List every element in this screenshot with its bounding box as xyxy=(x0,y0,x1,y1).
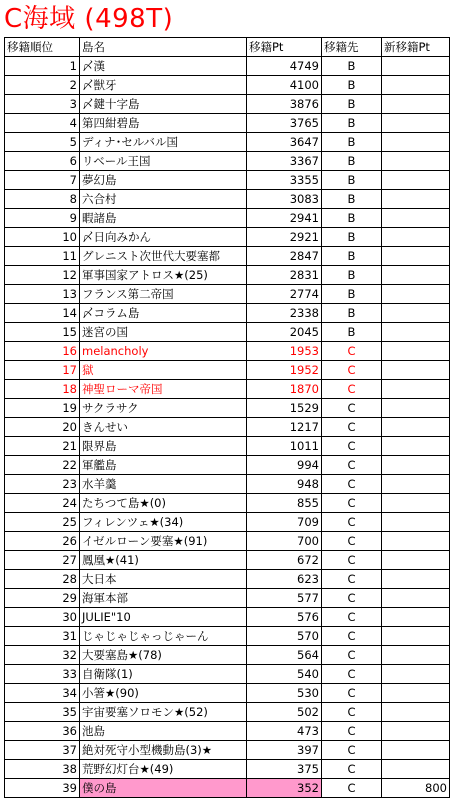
cell-name: たちつて島★(0) xyxy=(80,494,247,513)
cell-pt: 4749 xyxy=(247,57,322,76)
cell-name: 限界島 xyxy=(80,437,247,456)
table-row xyxy=(5,551,450,570)
cell-rank: 28 xyxy=(5,570,80,589)
cell-name: JULIE"10 xyxy=(80,608,247,627)
cell-dest: B xyxy=(322,304,382,323)
col-header-dest: 移籍先 xyxy=(322,38,382,57)
cell-name: 宇宙要塞ソロモン★(52) xyxy=(80,703,247,722)
col-header-name: 島名 xyxy=(80,38,247,57)
cell-rank: 9 xyxy=(5,209,80,228)
cell-name: 〆獣牙 xyxy=(80,76,247,95)
cell-pt: 2338 xyxy=(247,304,322,323)
cell-new-pt xyxy=(382,646,450,665)
table-row xyxy=(5,665,450,684)
cell-name: 僕の島 xyxy=(80,779,247,798)
table-row xyxy=(5,209,450,228)
cell-dest: B xyxy=(322,247,382,266)
cell-rank: 11 xyxy=(5,247,80,266)
cell-name: 小箸★(90) xyxy=(80,684,247,703)
cell-name: 大日本 xyxy=(80,570,247,589)
table-row xyxy=(5,95,450,114)
cell-pt: 2847 xyxy=(247,247,322,266)
cell-dest: B xyxy=(322,114,382,133)
cell-new-pt xyxy=(382,171,450,190)
cell-rank: 1 xyxy=(5,57,80,76)
cell-pt: 855 xyxy=(247,494,322,513)
ranking-table xyxy=(4,37,450,798)
cell-pt: 1953 xyxy=(247,342,322,361)
table-row xyxy=(5,380,450,399)
cell-pt: 672 xyxy=(247,551,322,570)
cell-new-pt xyxy=(382,589,450,608)
cell-rank: 23 xyxy=(5,475,80,494)
table-row xyxy=(5,285,450,304)
cell-new-pt xyxy=(382,133,450,152)
cell-rank: 33 xyxy=(5,665,80,684)
cell-pt: 3876 xyxy=(247,95,322,114)
cell-name: じゃじゃじゃっじゃーん xyxy=(80,627,247,646)
cell-new-pt xyxy=(382,266,450,285)
cell-rank: 32 xyxy=(5,646,80,665)
table-row xyxy=(5,779,450,798)
cell-rank: 19 xyxy=(5,399,80,418)
cell-new-pt xyxy=(382,342,450,361)
table-row xyxy=(5,57,450,76)
cell-name: 大要塞島★(78) xyxy=(80,646,247,665)
table-row xyxy=(5,608,450,627)
cell-pt: 576 xyxy=(247,608,322,627)
cell-pt: 4100 xyxy=(247,76,322,95)
cell-name: フランス第二帝国 xyxy=(80,285,247,304)
cell-new-pt xyxy=(382,684,450,703)
cell-pt: 1217 xyxy=(247,418,322,437)
cell-rank: 5 xyxy=(5,133,80,152)
cell-new-pt xyxy=(382,114,450,133)
cell-dest: C xyxy=(322,741,382,760)
cell-dest: C xyxy=(322,494,382,513)
cell-new-pt xyxy=(382,570,450,589)
cell-pt: 2921 xyxy=(247,228,322,247)
table-row xyxy=(5,760,450,779)
cell-new-pt xyxy=(382,532,450,551)
cell-new-pt xyxy=(382,152,450,171)
cell-name: 〆日向みかん xyxy=(80,228,247,247)
cell-pt: 3647 xyxy=(247,133,322,152)
cell-rank: 35 xyxy=(5,703,80,722)
cell-dest: C xyxy=(322,475,382,494)
table-row xyxy=(5,247,450,266)
cell-pt: 623 xyxy=(247,570,322,589)
cell-dest: B xyxy=(322,266,382,285)
table-row xyxy=(5,570,450,589)
cell-dest: C xyxy=(322,437,382,456)
cell-pt: 502 xyxy=(247,703,322,722)
cell-rank: 22 xyxy=(5,456,80,475)
cell-pt: 3355 xyxy=(247,171,322,190)
cell-rank: 37 xyxy=(5,741,80,760)
cell-new-pt xyxy=(382,551,450,570)
cell-rank: 31 xyxy=(5,627,80,646)
cell-rank: 24 xyxy=(5,494,80,513)
cell-new-pt xyxy=(382,608,450,627)
cell-dest: C xyxy=(322,665,382,684)
cell-name: リベール王国 xyxy=(80,152,247,171)
cell-pt: 994 xyxy=(247,456,322,475)
cell-pt: 2774 xyxy=(247,285,322,304)
cell-rank: 14 xyxy=(5,304,80,323)
table-row xyxy=(5,494,450,513)
cell-dest: C xyxy=(322,456,382,475)
cell-pt: 2045 xyxy=(247,323,322,342)
table-row xyxy=(5,266,450,285)
cell-name: サクラサク xyxy=(80,399,247,418)
sheet-title: C海域 (498T) xyxy=(4,4,174,34)
cell-name: グレニスト次世代大要塞都 xyxy=(80,247,247,266)
cell-rank: 4 xyxy=(5,114,80,133)
cell-rank: 12 xyxy=(5,266,80,285)
table-row xyxy=(5,475,450,494)
cell-dest: C xyxy=(322,684,382,703)
cell-dest: B xyxy=(322,57,382,76)
cell-dest: C xyxy=(322,570,382,589)
cell-new-pt xyxy=(382,665,450,684)
cell-pt: 530 xyxy=(247,684,322,703)
cell-pt: 352 xyxy=(247,779,322,798)
cell-rank: 20 xyxy=(5,418,80,437)
cell-name: 獄 xyxy=(80,361,247,380)
cell-pt: 564 xyxy=(247,646,322,665)
table-row xyxy=(5,532,450,551)
cell-new-pt xyxy=(382,722,450,741)
cell-pt: 3367 xyxy=(247,152,322,171)
table-row xyxy=(5,323,450,342)
cell-name: 水羊羹 xyxy=(80,475,247,494)
cell-name: 池島 xyxy=(80,722,247,741)
cell-rank: 27 xyxy=(5,551,80,570)
cell-pt: 3083 xyxy=(247,190,322,209)
cell-name: melancholy xyxy=(80,342,247,361)
cell-dest: B xyxy=(322,209,382,228)
cell-dest: C xyxy=(322,779,382,798)
cell-new-pt xyxy=(382,418,450,437)
cell-new-pt xyxy=(382,95,450,114)
cell-dest: C xyxy=(322,646,382,665)
cell-name: 夢幻島 xyxy=(80,171,247,190)
table-row xyxy=(5,418,450,437)
cell-name: 神聖ローマ帝国 xyxy=(80,380,247,399)
cell-new-pt xyxy=(382,380,450,399)
cell-name: 軍艦島 xyxy=(80,456,247,475)
cell-pt: 2941 xyxy=(247,209,322,228)
table-row xyxy=(5,513,450,532)
cell-rank: 6 xyxy=(5,152,80,171)
col-header-new-pt: 新移籍Pt xyxy=(382,38,450,57)
cell-new-pt xyxy=(382,361,450,380)
cell-rank: 18 xyxy=(5,380,80,399)
cell-name: 自衛隊(1) xyxy=(80,665,247,684)
table-row xyxy=(5,228,450,247)
cell-name: 暇諸島 xyxy=(80,209,247,228)
cell-new-pt xyxy=(382,228,450,247)
cell-rank: 29 xyxy=(5,589,80,608)
cell-pt: 375 xyxy=(247,760,322,779)
col-header-rank: 移籍順位 xyxy=(5,38,80,57)
cell-dest: B xyxy=(322,228,382,247)
cell-new-pt xyxy=(382,494,450,513)
cell-rank: 7 xyxy=(5,171,80,190)
cell-dest: C xyxy=(322,342,382,361)
cell-name: 〆コラム島 xyxy=(80,304,247,323)
cell-name: 荒野幻灯台★(49) xyxy=(80,760,247,779)
cell-new-pt xyxy=(382,760,450,779)
cell-rank: 13 xyxy=(5,285,80,304)
table-row xyxy=(5,646,450,665)
cell-pt: 540 xyxy=(247,665,322,684)
cell-dest: C xyxy=(322,551,382,570)
cell-new-pt xyxy=(382,57,450,76)
table-row xyxy=(5,361,450,380)
cell-name: 海軍本部 xyxy=(80,589,247,608)
cell-rank: 38 xyxy=(5,760,80,779)
cell-new-pt xyxy=(382,399,450,418)
cell-pt: 700 xyxy=(247,532,322,551)
cell-pt: 1870 xyxy=(247,380,322,399)
cell-dest: B xyxy=(322,190,382,209)
cell-rank: 8 xyxy=(5,190,80,209)
cell-pt: 577 xyxy=(247,589,322,608)
table-row xyxy=(5,589,450,608)
cell-name: 絶対死守小型機動島(3)★ xyxy=(80,741,247,760)
cell-name: 軍事国家アトロス★(25) xyxy=(80,266,247,285)
cell-pt: 570 xyxy=(247,627,322,646)
cell-new-pt xyxy=(382,323,450,342)
table-row xyxy=(5,399,450,418)
cell-dest: B xyxy=(322,171,382,190)
cell-pt: 709 xyxy=(247,513,322,532)
cell-dest: C xyxy=(322,722,382,741)
cell-dest: C xyxy=(322,608,382,627)
cell-new-pt: 800 xyxy=(382,779,450,798)
cell-new-pt xyxy=(382,76,450,95)
cell-name: イゼルローン要塞★(91) xyxy=(80,532,247,551)
cell-pt: 3765 xyxy=(247,114,322,133)
cell-new-pt xyxy=(382,437,450,456)
cell-rank: 26 xyxy=(5,532,80,551)
cell-dest: C xyxy=(322,380,382,399)
table-row xyxy=(5,456,450,475)
cell-new-pt xyxy=(382,513,450,532)
table-row xyxy=(5,703,450,722)
table-row xyxy=(5,76,450,95)
cell-dest: B xyxy=(322,133,382,152)
cell-new-pt xyxy=(382,703,450,722)
cell-dest: B xyxy=(322,95,382,114)
table-row xyxy=(5,171,450,190)
cell-rank: 30 xyxy=(5,608,80,627)
cell-dest: C xyxy=(322,418,382,437)
cell-name: 〆鍵十字島 xyxy=(80,95,247,114)
table-row xyxy=(5,304,450,323)
cell-dest: C xyxy=(322,399,382,418)
cell-dest: C xyxy=(322,361,382,380)
cell-rank: 25 xyxy=(5,513,80,532)
cell-new-pt xyxy=(382,456,450,475)
cell-dest: C xyxy=(322,627,382,646)
cell-new-pt xyxy=(382,209,450,228)
cell-rank: 34 xyxy=(5,684,80,703)
cell-name: 六合村 xyxy=(80,190,247,209)
cell-pt: 1529 xyxy=(247,399,322,418)
table-row xyxy=(5,722,450,741)
cell-name: きんせい xyxy=(80,418,247,437)
cell-dest: C xyxy=(322,513,382,532)
cell-new-pt xyxy=(382,190,450,209)
cell-dest: B xyxy=(322,323,382,342)
cell-rank: 10 xyxy=(5,228,80,247)
cell-new-pt xyxy=(382,627,450,646)
cell-name: 鳳凰★(41) xyxy=(80,551,247,570)
cell-pt: 1952 xyxy=(247,361,322,380)
cell-pt: 2831 xyxy=(247,266,322,285)
table-row xyxy=(5,133,450,152)
header-row xyxy=(5,38,450,57)
cell-new-pt xyxy=(382,247,450,266)
table-row xyxy=(5,114,450,133)
cell-rank: 2 xyxy=(5,76,80,95)
cell-name: 〆漢 xyxy=(80,57,247,76)
table-row xyxy=(5,684,450,703)
cell-new-pt xyxy=(382,304,450,323)
cell-dest: C xyxy=(322,532,382,551)
cell-pt: 948 xyxy=(247,475,322,494)
table-row xyxy=(5,342,450,361)
cell-pt: 1011 xyxy=(247,437,322,456)
cell-rank: 15 xyxy=(5,323,80,342)
col-header-pt: 移籍Pt xyxy=(247,38,322,57)
cell-dest: B xyxy=(322,76,382,95)
cell-new-pt xyxy=(382,475,450,494)
cell-name: 迷宮の国 xyxy=(80,323,247,342)
table-row xyxy=(5,627,450,646)
cell-rank: 21 xyxy=(5,437,80,456)
cell-dest: C xyxy=(322,703,382,722)
cell-rank: 39 xyxy=(5,779,80,798)
cell-pt: 397 xyxy=(247,741,322,760)
cell-dest: B xyxy=(322,285,382,304)
cell-name: ディナ･セルバル国 xyxy=(80,133,247,152)
cell-pt: 473 xyxy=(247,722,322,741)
table-body xyxy=(5,57,450,798)
cell-rank: 36 xyxy=(5,722,80,741)
cell-rank: 17 xyxy=(5,361,80,380)
table-row xyxy=(5,437,450,456)
cell-name: 第四紺碧島 xyxy=(80,114,247,133)
cell-name: フィレンツェ★(34) xyxy=(80,513,247,532)
cell-dest: C xyxy=(322,589,382,608)
cell-rank: 16 xyxy=(5,342,80,361)
table-row xyxy=(5,190,450,209)
cell-new-pt xyxy=(382,285,450,304)
cell-dest: C xyxy=(322,760,382,779)
cell-rank: 3 xyxy=(5,95,80,114)
cell-dest: B xyxy=(322,152,382,171)
table-row xyxy=(5,152,450,171)
